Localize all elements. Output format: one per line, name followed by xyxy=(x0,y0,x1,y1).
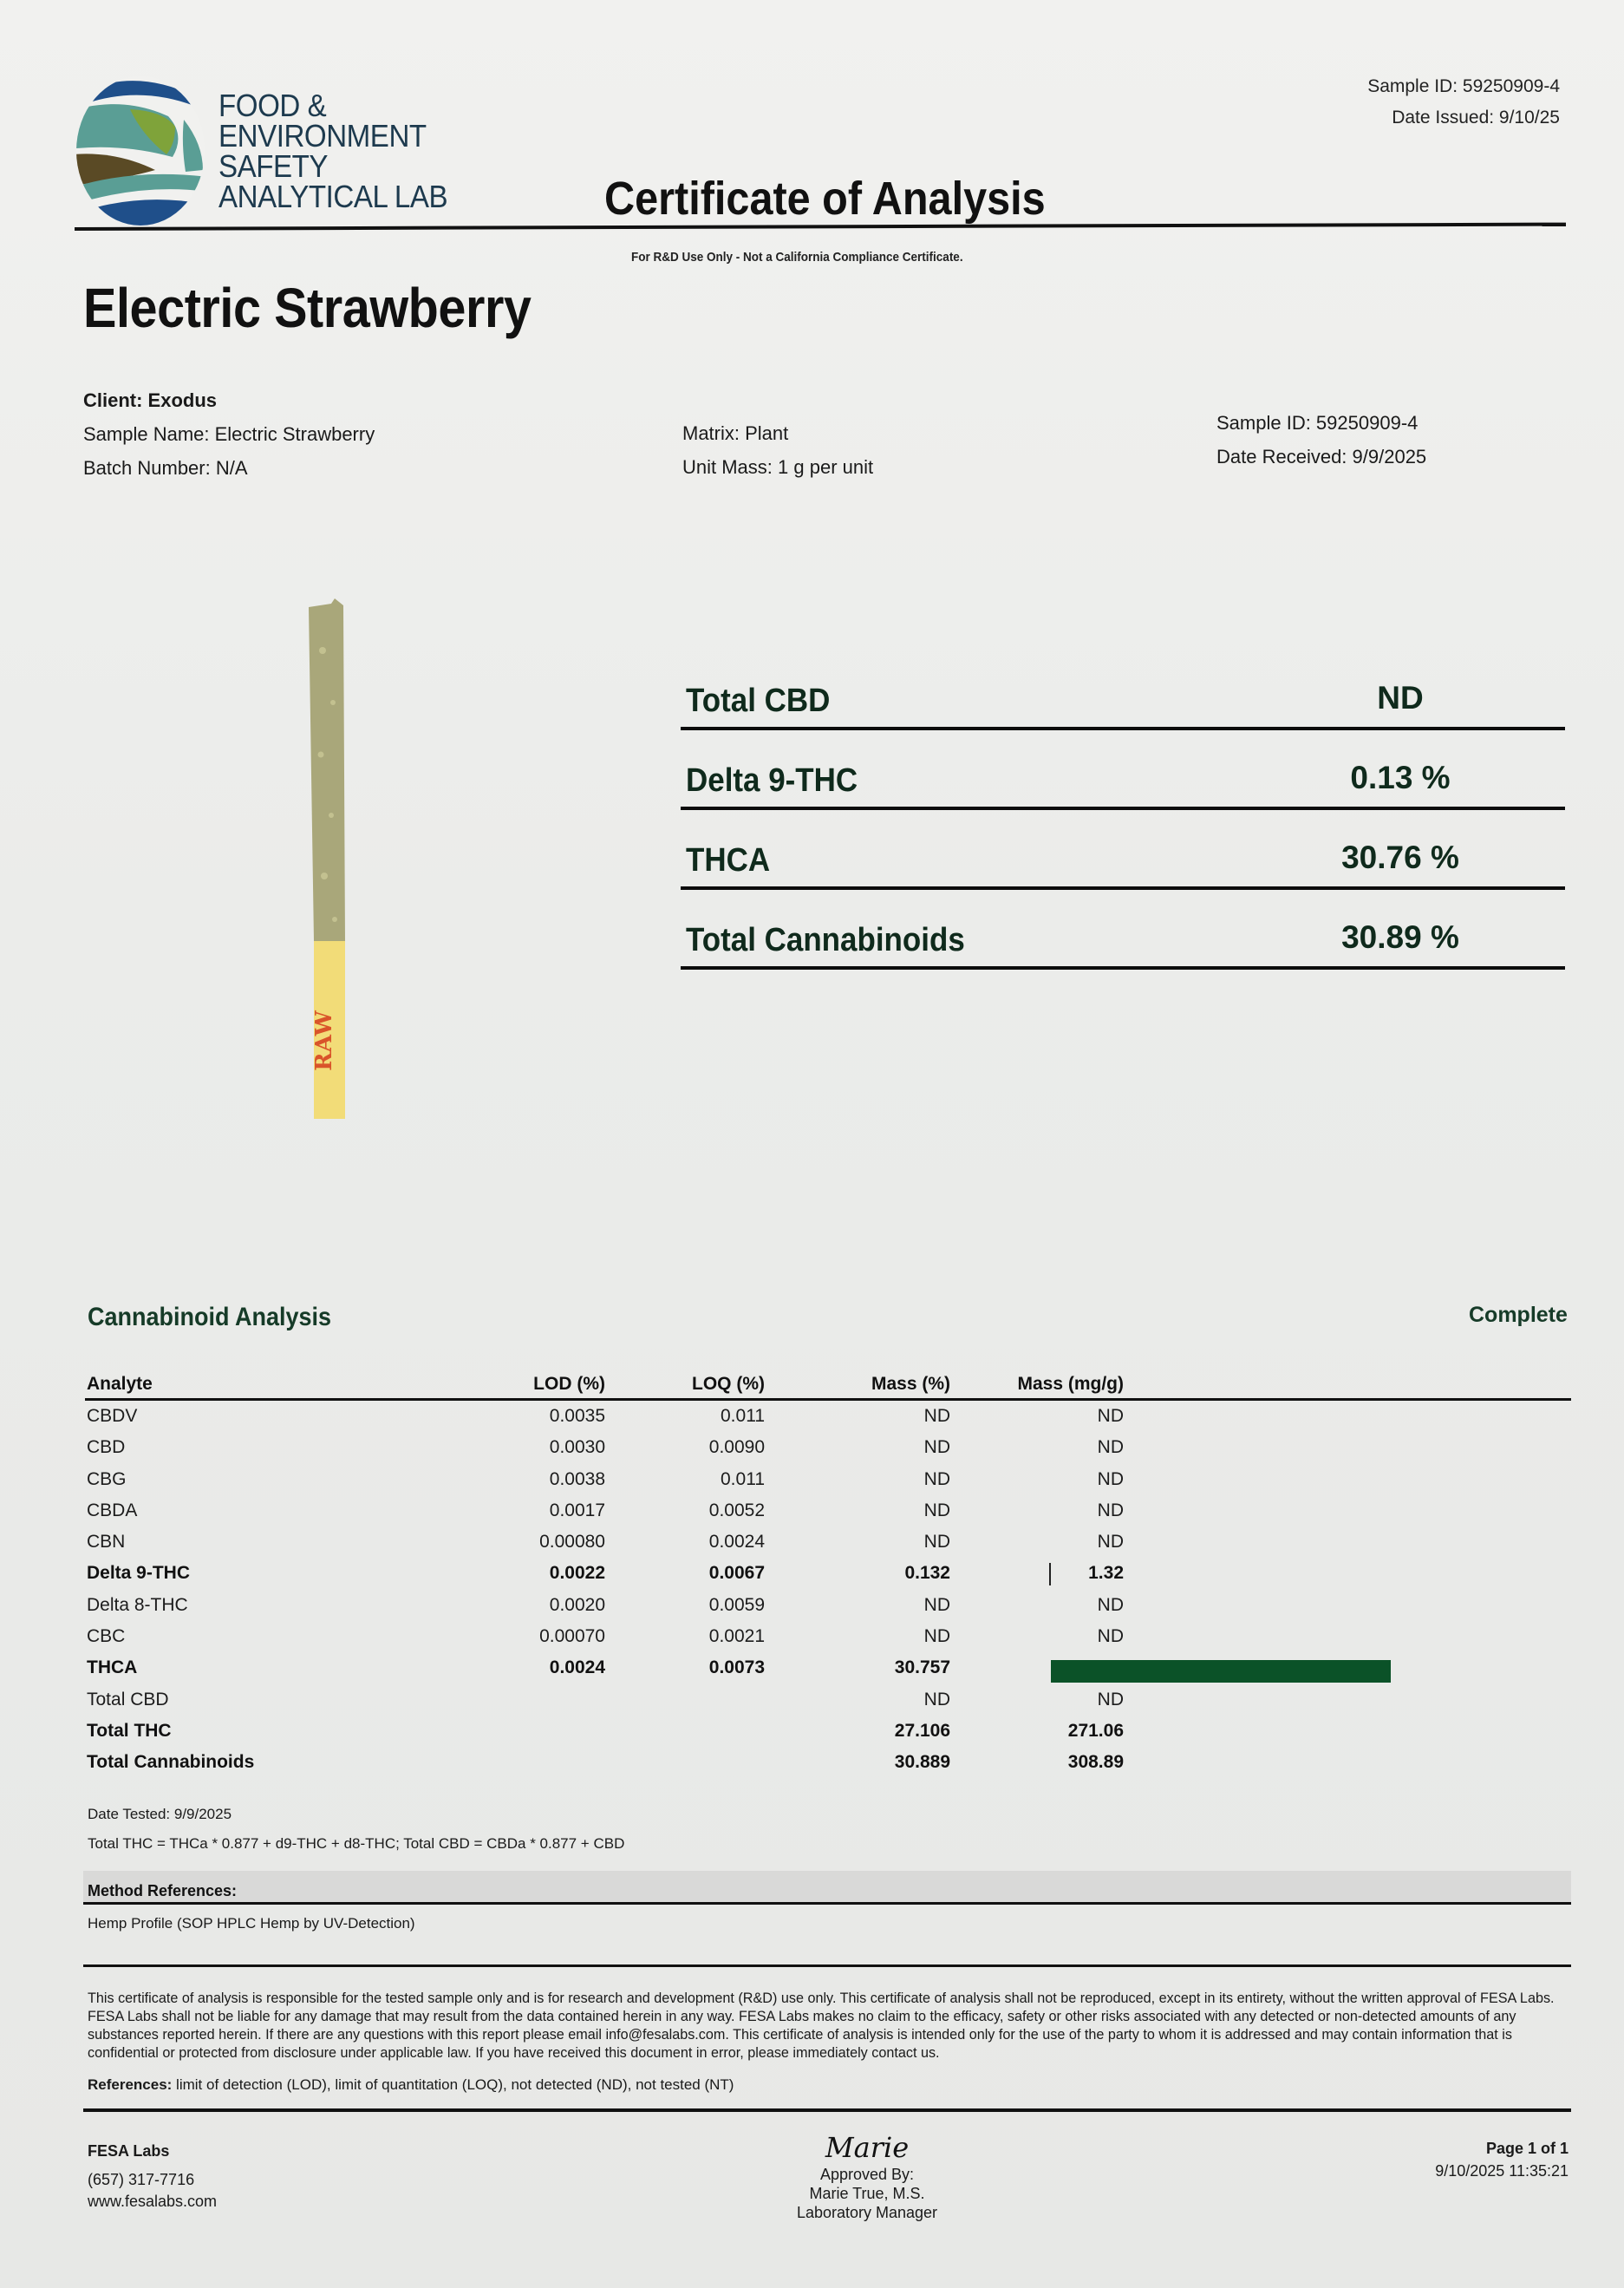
cell-analyte: CBC xyxy=(87,1626,126,1647)
footer-phone: (657) 317-7716 xyxy=(88,2171,195,2188)
footer-page-info xyxy=(1435,2137,1569,2182)
cell-lod: 0.0038 xyxy=(549,1468,605,1489)
cell-mass-mg: ND xyxy=(1097,1468,1124,1489)
references-label: References: xyxy=(88,2076,173,2093)
page-number: Page 1 of 1 xyxy=(1485,2140,1569,2157)
summary-divider xyxy=(681,966,1565,970)
cell-analyte: Total Cannabinoids xyxy=(87,1752,255,1773)
table-header xyxy=(85,1369,1571,1398)
cell-lod: 0.0022 xyxy=(549,1563,605,1584)
unit-mass: Unit Mass: 1 g per unit xyxy=(682,456,874,478)
column-header-loq: LOQ (%) xyxy=(692,1374,765,1394)
method-references-title: Method References: xyxy=(88,1882,238,1899)
footer-timestamp: 9/10/2025 11:35:21 xyxy=(1435,2162,1569,2180)
references-text: limit of detection (LOD), limit of quantitation (LOQ), not detected (ND), not tested (NT) xyxy=(172,2076,734,2093)
cell-mass-mg: ND xyxy=(1097,1500,1124,1520)
summary-label: Total CBD xyxy=(686,683,831,719)
summary-row xyxy=(681,890,1565,970)
cell-mass-pct: ND xyxy=(923,1500,950,1520)
sample-name: Sample Name: Electric Strawberry xyxy=(83,423,375,445)
cell-analyte: Delta 8-THC xyxy=(87,1594,188,1615)
table-row xyxy=(85,1621,1571,1652)
footer-divider xyxy=(83,2108,1571,2112)
date-tested: Date Tested: 9/9/2025 xyxy=(88,1806,232,1822)
legal-disclaimer: This certificate of analysis is responsible for the tested sample only and is for research and development (R&D) use only. This certificate of analysis shall not be reproduced, except in its entirety, without the written approval of FESA Labs. FESA Labs shall not be liable for any damage that may result from the data contained herein in any way. FESA Labs makes no claim to the efficacy, safety or other risks associated with any detected or non-detected amounts of any substances reported herein. If there are any questions with this report please email info@fesalabs.com. This certificate of analysis is intended only for the use of the party to whom it is addressed and may contain information that is confidential or protected from disclosure under applicable law. If you have received this document in error, please immediately contact us. xyxy=(88,1991,1555,2061)
total-formula: Total THC = THCa * 0.877 + d9-THC + d8-THC; Total CBD = CBDa * 0.877 + CBD xyxy=(88,1835,625,1852)
approved-by-label: Approved By: xyxy=(819,2166,915,2183)
table-row xyxy=(85,1590,1571,1621)
client-info xyxy=(83,383,375,485)
cell-mass-pct: 30.889 xyxy=(894,1752,950,1773)
cell-lod: 0.0017 xyxy=(549,1500,605,1520)
cell-loq: 0.0067 xyxy=(708,1563,765,1584)
summary-value: 30.76 % xyxy=(1341,840,1459,875)
cell-loq: 0.0059 xyxy=(708,1594,765,1615)
cell-mass-pct: 0.132 xyxy=(904,1563,950,1584)
cell-mass-mg: ND xyxy=(1097,1689,1124,1709)
potency-summary xyxy=(681,650,1565,970)
cell-loq: 0.0024 xyxy=(708,1532,765,1553)
summary-label: THCA xyxy=(686,842,771,879)
sample-id: Sample ID: 59250909-4 xyxy=(1216,412,1419,434)
cell-analyte: CBG xyxy=(87,1468,127,1489)
table-row xyxy=(85,1747,1571,1778)
table-row xyxy=(85,1558,1571,1589)
cell-mass-pct: 27.106 xyxy=(894,1720,950,1741)
cell-lod: 0.0020 xyxy=(549,1594,605,1615)
summary-value: ND xyxy=(1377,680,1424,716)
lab-name-line: SAFETY xyxy=(218,148,329,184)
column-header-analyte: Analyte xyxy=(87,1374,153,1394)
summary-label: Delta 9-THC xyxy=(686,762,858,799)
cell-mass-pct: ND xyxy=(923,1406,950,1426)
cell-loq: 0.011 xyxy=(721,1468,765,1489)
cell-mass-pct: ND xyxy=(923,1532,950,1553)
cell-analyte: THCA xyxy=(87,1657,138,1678)
method-header-band xyxy=(83,1871,1571,1902)
lab-name-line: ANALYTICAL LAB xyxy=(218,179,448,214)
cell-analyte: Delta 9-THC xyxy=(87,1563,191,1584)
approver-name: Marie True, M.S. xyxy=(809,2185,925,2202)
table-row xyxy=(85,1652,1571,1683)
cell-lod: 0.00080 xyxy=(539,1532,605,1553)
table-row xyxy=(85,1432,1571,1463)
cell-analyte: CBDA xyxy=(87,1500,138,1520)
mass-bar-delta9 xyxy=(1049,1563,1051,1585)
cell-lod: 0.0024 xyxy=(549,1657,605,1678)
header-meta xyxy=(1367,71,1560,134)
cell-analyte: Total THC xyxy=(87,1720,172,1741)
cell-lod: 0.0035 xyxy=(549,1406,605,1426)
status-badge: Complete xyxy=(1469,1303,1568,1327)
header-sample-id: Sample ID: 59250909-4 xyxy=(1367,76,1560,96)
footer-approval xyxy=(780,2132,954,2222)
cell-mass-mg: ND xyxy=(1097,1532,1124,1553)
approver-title: Laboratory Manager xyxy=(796,2204,938,2221)
footer-company: FESA Labs xyxy=(88,2142,170,2160)
summary-value: 0.13 % xyxy=(1350,760,1451,795)
date-received: Date Received: 9/9/2025 xyxy=(1216,446,1427,467)
product-image xyxy=(305,598,350,1119)
matrix: Matrix: Plant xyxy=(682,422,789,444)
cell-mass-mg: ND xyxy=(1097,1594,1124,1615)
lab-name xyxy=(218,90,447,212)
cell-analyte: Total CBD xyxy=(87,1689,169,1709)
mass-bar-thca xyxy=(1051,1660,1391,1683)
cell-loq: 0.0073 xyxy=(708,1657,765,1678)
cell-lod: 0.00070 xyxy=(539,1626,605,1647)
table-row xyxy=(85,1401,1571,1432)
column-header-lod: LOD (%) xyxy=(533,1374,605,1394)
cell-mass-mg: 308.89 xyxy=(1067,1752,1124,1773)
table-row xyxy=(85,1684,1571,1716)
cell-mass-mg: ND xyxy=(1097,1406,1124,1426)
summary-label: Total Cannabinoids xyxy=(686,922,965,958)
cell-mass-pct: ND xyxy=(923,1437,950,1458)
lab-name-line: FOOD & xyxy=(218,88,327,123)
product-title: Electric Strawberry xyxy=(83,277,532,339)
cell-analyte: CBDV xyxy=(87,1406,138,1426)
cell-mass-mg: 1.32 xyxy=(1088,1563,1124,1584)
summary-value: 30.89 % xyxy=(1341,919,1459,955)
cell-mass-mg: ND xyxy=(1097,1626,1124,1647)
lab-name-line: ENVIRONMENT xyxy=(218,118,427,154)
sample-info xyxy=(1216,406,1426,474)
cell-mass-mg: 271.06 xyxy=(1067,1720,1124,1741)
cell-loq: 0.0052 xyxy=(708,1500,765,1520)
method-divider xyxy=(83,1902,1571,1905)
cell-mass-mg: ND xyxy=(1097,1437,1124,1458)
cell-mass-pct: 30.757 xyxy=(894,1657,950,1678)
cell-loq: 0.011 xyxy=(721,1406,765,1426)
cell-mass-pct: ND xyxy=(923,1626,950,1647)
cell-analyte: CBN xyxy=(87,1532,126,1553)
cell-loq: 0.0090 xyxy=(708,1437,765,1458)
header-date-issued: Date Issued: 9/10/25 xyxy=(1392,108,1560,127)
table-row xyxy=(85,1716,1571,1747)
rd-disclaimer: For R&D Use Only - Not a California Compliance Certificate. xyxy=(631,250,963,265)
cell-mass-pct: ND xyxy=(923,1594,950,1615)
references xyxy=(88,2076,734,2094)
raw-brand-text: RAW xyxy=(311,1010,337,1071)
column-header-mass-pct: Mass (%) xyxy=(871,1374,950,1394)
table-row xyxy=(85,1526,1571,1558)
cannabinoid-table xyxy=(85,1369,1571,1779)
cell-mass-pct: ND xyxy=(923,1468,950,1489)
summary-row xyxy=(681,810,1565,890)
footer-website: www.fesalabs.com xyxy=(88,2193,218,2210)
document-title: Certificate of Analysis xyxy=(604,173,1046,225)
batch-number: Batch Number: N/A xyxy=(83,457,248,479)
table-row xyxy=(85,1495,1571,1526)
section-title: Cannabinoid Analysis xyxy=(88,1303,332,1331)
fesa-logo-icon xyxy=(73,75,208,227)
signature: Marie xyxy=(825,2131,910,2164)
column-header-mass-mg: Mass (mg/g) xyxy=(1017,1374,1124,1394)
matrix-info xyxy=(682,416,873,484)
summary-row xyxy=(681,730,1565,810)
summary-row xyxy=(681,650,1565,730)
cell-loq: 0.0021 xyxy=(708,1626,765,1647)
table-row xyxy=(85,1464,1571,1495)
method-reference: Hemp Profile (SOP HPLC Hemp by UV-Detection) xyxy=(88,1915,415,1932)
method-bottom-divider xyxy=(83,1964,1571,1967)
cell-lod: 0.0030 xyxy=(549,1437,605,1458)
cell-mass-pct: ND xyxy=(923,1689,950,1709)
footer-contact xyxy=(88,2141,217,2213)
cell-analyte: CBD xyxy=(87,1437,126,1458)
client-name: Client: Exodus xyxy=(83,389,218,411)
